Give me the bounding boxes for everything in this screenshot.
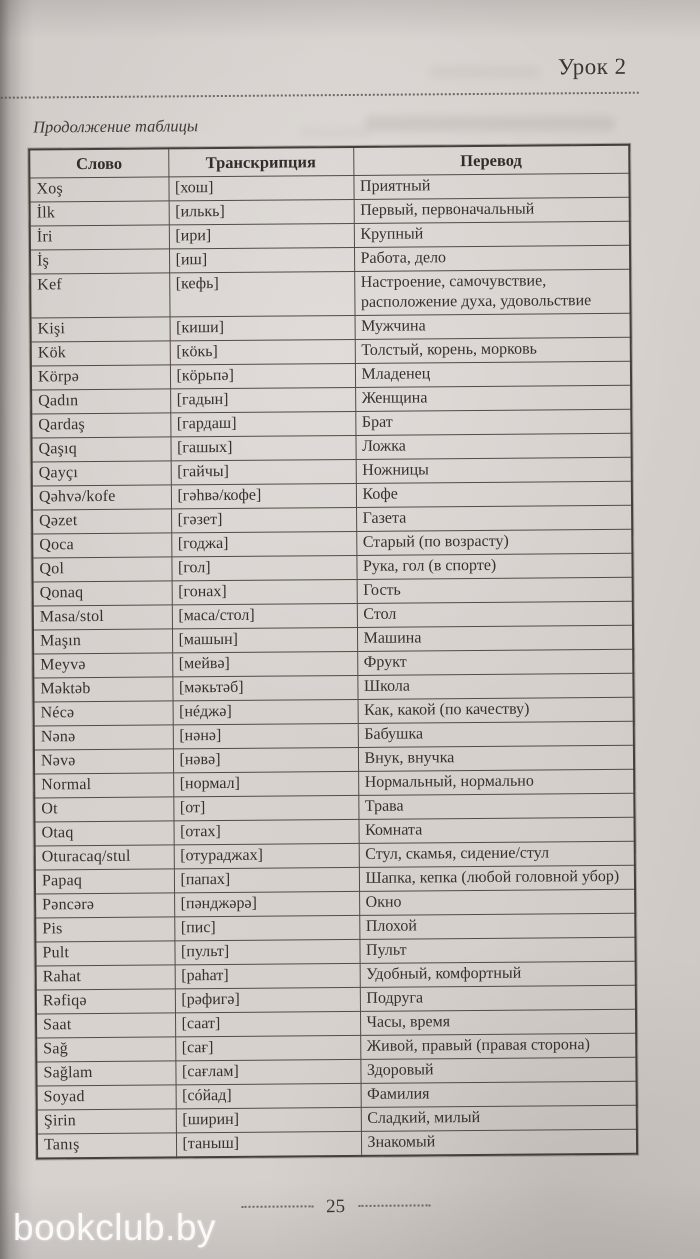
translation-cell: Женщина bbox=[355, 385, 631, 411]
translation-cell: Окно bbox=[359, 889, 635, 915]
word-cell: Qəzet bbox=[32, 509, 171, 534]
word-cell: Qaşıq bbox=[31, 437, 170, 462]
word-cell: İş bbox=[30, 249, 169, 274]
lesson-header: Урок 2 bbox=[557, 53, 627, 80]
transcription-cell: [пəнджəрə] bbox=[174, 891, 359, 916]
transcription-cell: [гəзет] bbox=[171, 507, 356, 532]
transcription-cell: [пульт] bbox=[174, 939, 359, 964]
column-header-word: Слово bbox=[29, 148, 168, 178]
transcription-cell: [пис] bbox=[174, 915, 359, 940]
transcription-cell: [маса/стол] bbox=[172, 603, 357, 628]
word-cell: Pəncərə bbox=[35, 893, 174, 918]
transcription-cell: [мейвə] bbox=[172, 651, 357, 676]
word-cell: Qardaş bbox=[31, 413, 170, 438]
word-cell: Pis bbox=[35, 917, 174, 942]
watermark-text: bookclub.by bbox=[13, 1207, 216, 1248]
word-cell: Nənə bbox=[34, 725, 173, 750]
transcription-cell: [мəкьтəб] bbox=[172, 675, 357, 700]
translation-cell: Приятный bbox=[353, 173, 629, 199]
translation-cell: Трава bbox=[358, 793, 634, 819]
translation-cell: Младенец bbox=[355, 361, 631, 387]
page-number: 25 bbox=[325, 1196, 346, 1218]
translation-cell: Ложка bbox=[355, 433, 631, 459]
translation-cell: Старый (по возрасту) bbox=[356, 529, 632, 555]
translation-cell: Настроение, самочувствие, расположение духа, удовольствие bbox=[354, 269, 630, 315]
word-cell: Normal bbox=[34, 773, 173, 798]
transcription-cell: [киши] bbox=[170, 315, 355, 340]
transcription-cell: [гашых] bbox=[170, 435, 355, 460]
translation-cell: Толстый, корень, морковь bbox=[355, 337, 631, 363]
transcription-cell: [кефь] bbox=[169, 271, 354, 316]
translation-cell: Здоровый bbox=[360, 1057, 636, 1083]
word-cell: Ot bbox=[34, 797, 173, 822]
transcription-cell: [рəфигə] bbox=[175, 987, 360, 1012]
translation-cell: Как, какой (по качеству) bbox=[358, 697, 634, 723]
word-cell: Məktəb bbox=[33, 677, 172, 702]
translation-cell: Гость bbox=[357, 577, 633, 603]
table-continuation-caption: Продолжение таблицы bbox=[32, 116, 199, 137]
transcription-cell: [иш] bbox=[169, 247, 354, 272]
word-cell: İlk bbox=[30, 201, 169, 226]
translation-cell: Знакомый bbox=[361, 1129, 637, 1156]
translation-cell: Удобный, комфортный bbox=[360, 961, 636, 987]
translation-cell: Мужчина bbox=[355, 313, 631, 339]
translation-cell: Школа bbox=[357, 673, 633, 699]
transcription-cell: [нéджə] bbox=[173, 699, 358, 724]
transcription-cell: [гонах] bbox=[172, 579, 357, 604]
translation-cell: Ножницы bbox=[356, 457, 632, 483]
word-cell: Xoş bbox=[29, 177, 168, 202]
header-divider-rule bbox=[0, 92, 639, 99]
transcription-cell: [раhат] bbox=[175, 963, 360, 988]
word-cell: Oturacaq/stul bbox=[35, 845, 174, 870]
translation-cell: Шапка, кепка (любой головной убор) bbox=[359, 865, 635, 891]
transcription-cell: [гардаш] bbox=[170, 411, 355, 436]
transcription-cell: [илькь] bbox=[169, 199, 354, 224]
transcription-cell: [кöкь] bbox=[170, 339, 355, 364]
vocab-table-body bbox=[29, 173, 637, 1158]
translation-cell: Внук, внучка bbox=[358, 745, 634, 771]
word-cell: Nəvə bbox=[34, 749, 173, 774]
word-cell: Qonaq bbox=[33, 581, 172, 606]
transcription-cell: [хош] bbox=[168, 175, 353, 200]
transcription-cell: [годжа] bbox=[171, 531, 356, 556]
translation-cell: Фрукт bbox=[357, 649, 633, 675]
word-cell: Masa/stol bbox=[33, 605, 172, 630]
transcription-cell: [сағ] bbox=[175, 1035, 360, 1060]
transcription-cell: [от] bbox=[173, 795, 358, 820]
translation-cell: Бабушка bbox=[358, 721, 634, 747]
translation-cell: Комната bbox=[358, 817, 634, 843]
transcription-cell: [гəhвə/кофе] bbox=[171, 483, 356, 508]
translation-cell: Работа, дело bbox=[354, 245, 630, 271]
translation-cell: Плохой bbox=[359, 913, 635, 939]
transcription-cell: [кöрьпə] bbox=[170, 363, 355, 388]
word-cell: Qadın bbox=[31, 389, 170, 414]
translation-cell: Первый, первоначальный bbox=[354, 197, 630, 223]
transcription-cell: [ири] bbox=[169, 223, 354, 248]
transcription-cell: [нəнə] bbox=[173, 723, 358, 748]
word-cell: İri bbox=[30, 225, 169, 250]
translation-cell: Кофе bbox=[356, 481, 632, 507]
translation-cell: Газета bbox=[356, 505, 632, 531]
transcription-cell: [нормал] bbox=[173, 771, 358, 796]
transcription-cell: [саат] bbox=[175, 1011, 360, 1036]
word-cell: Qoca bbox=[32, 533, 171, 558]
translation-cell: Брат bbox=[355, 409, 631, 435]
word-cell: Meyvə bbox=[33, 653, 172, 678]
transcription-cell: [сóйад] bbox=[176, 1083, 361, 1108]
word-cell: Kök bbox=[31, 341, 170, 366]
word-cell: Saat bbox=[36, 1013, 175, 1038]
word-cell: Kef bbox=[30, 273, 169, 318]
word-cell: Nécə bbox=[34, 701, 173, 726]
transcription-cell: [гайчы] bbox=[171, 459, 356, 484]
transcription-cell: [гадын] bbox=[170, 387, 355, 412]
column-header-transcription: Транскрипция bbox=[168, 147, 353, 177]
table-row bbox=[30, 269, 630, 318]
word-cell: Qol bbox=[32, 557, 171, 582]
transcription-cell: [нəвə] bbox=[173, 747, 358, 772]
word-cell: Rəfiqə bbox=[36, 989, 175, 1014]
translation-cell: Часы, время bbox=[360, 1009, 636, 1035]
word-cell: Papaq bbox=[35, 869, 174, 894]
page-number-dash-right bbox=[358, 1204, 430, 1207]
word-cell: Kişi bbox=[31, 317, 170, 342]
vocabulary-table bbox=[28, 144, 638, 1160]
word-cell: Sağlam bbox=[36, 1061, 175, 1086]
translation-cell: Нормальный, нормально bbox=[358, 769, 634, 795]
word-cell: Rahat bbox=[36, 965, 175, 990]
transcription-cell: [гол] bbox=[171, 555, 356, 580]
transcription-cell: [папах] bbox=[174, 867, 359, 892]
translation-cell: Крупный bbox=[354, 221, 630, 247]
translation-cell: Пульт bbox=[359, 937, 635, 963]
word-cell: Qayçı bbox=[32, 461, 171, 486]
transcription-cell: [машын] bbox=[172, 627, 357, 652]
translation-cell: Стол bbox=[357, 601, 633, 627]
word-cell: Otaq bbox=[34, 821, 173, 846]
transcription-cell: [отураджах] bbox=[174, 843, 359, 868]
table-row bbox=[37, 1129, 637, 1158]
word-cell: Tanış bbox=[37, 1133, 176, 1159]
word-cell: Şirin bbox=[37, 1109, 176, 1134]
column-header-translation: Перевод bbox=[353, 145, 629, 176]
transcription-cell: [ширин] bbox=[176, 1107, 361, 1132]
translation-cell: Живой, правый (правая сторона) bbox=[360, 1033, 636, 1059]
translation-cell: Фамилия bbox=[361, 1081, 637, 1107]
transcription-cell: [таныш] bbox=[176, 1131, 361, 1157]
page-number-dash-left bbox=[241, 1205, 313, 1208]
transcription-cell: [сағлам] bbox=[175, 1059, 360, 1084]
word-cell: Qəhvə/kofe bbox=[32, 485, 171, 510]
word-cell: Körpə bbox=[31, 365, 170, 390]
translation-cell: Подруга bbox=[360, 985, 636, 1011]
word-cell: Soyad bbox=[37, 1085, 176, 1110]
translation-cell: Рука, гол (в спорте) bbox=[356, 553, 632, 579]
translation-cell: Сладкий, милый bbox=[361, 1105, 637, 1131]
word-cell: Maşın bbox=[33, 629, 172, 654]
translation-cell: Машина bbox=[357, 625, 633, 651]
word-cell: Pult bbox=[35, 941, 174, 966]
word-cell: Sağ bbox=[36, 1037, 175, 1062]
transcription-cell: [отах] bbox=[173, 819, 358, 844]
translation-cell: Стул, скамья, сидение/стул bbox=[359, 841, 635, 867]
